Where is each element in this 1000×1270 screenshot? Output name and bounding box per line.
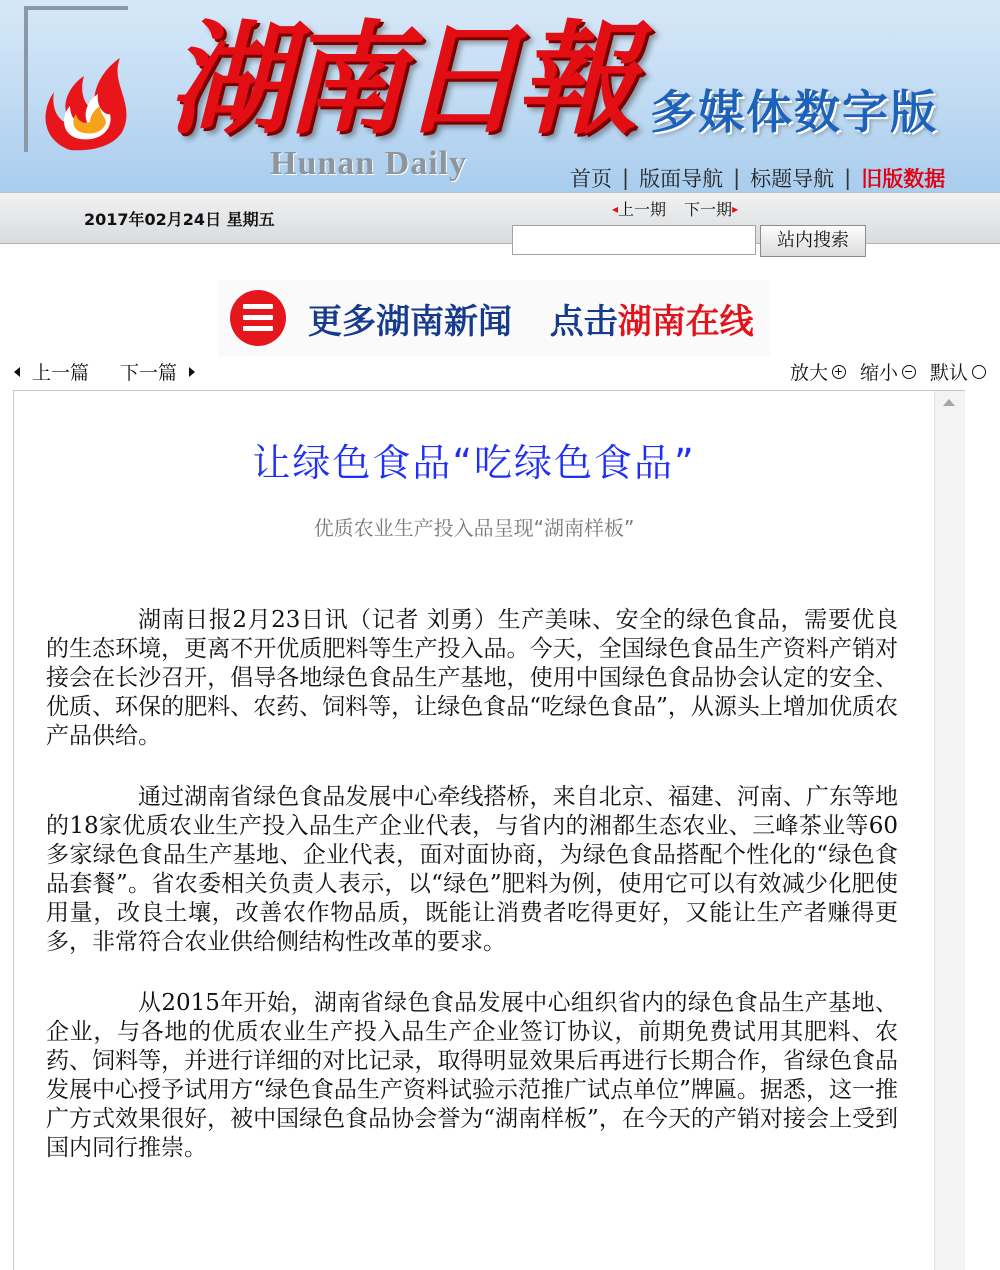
article-body bbox=[46, 606, 898, 1195]
masthead bbox=[0, 0, 1000, 192]
prev-article-link[interactable] bbox=[14, 358, 89, 385]
next-article-label: 下一篇 bbox=[120, 362, 178, 384]
article-title: 让绿色食品“吃绿色食品” bbox=[252, 441, 696, 485]
scroll-up-arrow-icon[interactable] bbox=[943, 399, 955, 406]
article-navigation bbox=[14, 358, 986, 382]
nav-separator: | bbox=[844, 166, 852, 190]
issue-navigation bbox=[612, 197, 738, 220]
prev-article-label: 上一篇 bbox=[32, 362, 90, 384]
banner-text-hunan-online: 湖南在线 bbox=[617, 301, 754, 342]
banner-ad[interactable] bbox=[218, 280, 770, 356]
banner-text-click: 点击 bbox=[549, 301, 618, 342]
left-arrow-icon: ◂ bbox=[612, 201, 619, 216]
article-paragraph: 从2015年开始，湖南省绿色食品发展中心组织省内的绿色食品生产基地、企业，与各地的优质农业生产投入品生产企业签订协议，前期免费试用其肥料、农药、饲料等，并进行详细的对比记录，取得明显效果后再进行长期合作，省绿色食品发展中心授予试用方“绿色食品生产资料试验示范推广试点单位”牌匾。据悉，这一推广方式效果很好，被中国绿色食品协会誉为“湖南样板”，在今天的产销对接会上受到国内同行推崇。 bbox=[46, 990, 898, 1161]
zoom-in-button[interactable] bbox=[790, 358, 846, 385]
nav-home-link[interactable]: 首页 bbox=[570, 167, 612, 191]
circle-icon bbox=[972, 365, 986, 379]
article-subtitle: 优质农业生产投入品呈现“湖南样板” bbox=[313, 516, 635, 540]
flame-logo-icon bbox=[40, 52, 136, 152]
right-arrow-icon: ▸ bbox=[732, 201, 739, 216]
zoom-out-label: 缩小 bbox=[859, 362, 898, 384]
top-navigation bbox=[570, 164, 945, 192]
nav-separator: | bbox=[622, 166, 630, 190]
zoom-out-button[interactable] bbox=[860, 358, 916, 385]
site-search-button[interactable]: 站内搜索 bbox=[760, 225, 866, 257]
site-search-input[interactable] bbox=[512, 225, 756, 255]
article-paragraph: 湖南日报2月23日讯（记者 刘勇）生产美味、安全的绿色食品，需要优良的生态环境，更离不开优质肥料等生产投入品。今天，全国绿色食品生产资料产销对接会在长沙召开，倡导各地绿色食品生产基地，使用中国绿色食品协会认定的安全、优质、环保的肥料、农药、饲料等，让绿色食品“吃绿色食品”，从源头上增加优质农产品供给。 bbox=[46, 607, 898, 749]
left-triangle-icon bbox=[14, 367, 20, 377]
prev-issue-link[interactable]: 上一期 bbox=[618, 200, 667, 219]
brand-title: 湖南日報 bbox=[168, 7, 632, 151]
font-size-controls bbox=[776, 358, 986, 385]
edition-label: 多媒体数字版 bbox=[650, 85, 938, 139]
default-size-button[interactable] bbox=[930, 358, 986, 385]
next-article-link[interactable] bbox=[120, 358, 195, 385]
default-size-label: 默认 bbox=[929, 362, 968, 384]
vertical-scrollbar[interactable] bbox=[934, 391, 965, 1270]
nav-separator: | bbox=[733, 166, 741, 190]
nav-headlines-link[interactable]: 标题导航 bbox=[750, 167, 835, 191]
article-paragraph: 通过湖南省绿色食品发展中心牵线搭桥，来自北京、福建、河南、广东等地的18家优质农业生产投入品生产企业代表，与省内的湘都生态农业、三峰茶业等60多家绿色食品生产基地、企业代表，面对面协商，为绿色食品搭配个性化的“绿色食品套餐”。省农委相关负责人表示，以“绿色”肥料为例，使用它可以有效减少化肥使用量，改良土壤，改善农作物品质，既能让消费者吃得更好，又能让生产者赚得更多，非常符合农业供给侧结构性改革的要求。 bbox=[46, 784, 898, 955]
nav-layout-link[interactable]: 版面导航 bbox=[639, 167, 724, 191]
brand-english-title: Hunan Daily bbox=[270, 145, 468, 182]
issue-date: 2017年02月24日 星期五 bbox=[84, 210, 275, 229]
minus-circle-icon bbox=[902, 365, 916, 379]
zoom-in-label: 放大 bbox=[789, 362, 828, 384]
rednet-logo-icon bbox=[230, 290, 286, 346]
next-issue-link[interactable]: 下一期 bbox=[684, 200, 733, 219]
right-triangle-icon bbox=[189, 367, 195, 377]
nav-archive-link[interactable]: 旧版数据 bbox=[861, 167, 946, 191]
banner-text bbox=[308, 294, 754, 343]
banner-text-more-news: 更多湖南新闻 bbox=[308, 301, 512, 342]
plus-circle-icon bbox=[832, 365, 846, 379]
